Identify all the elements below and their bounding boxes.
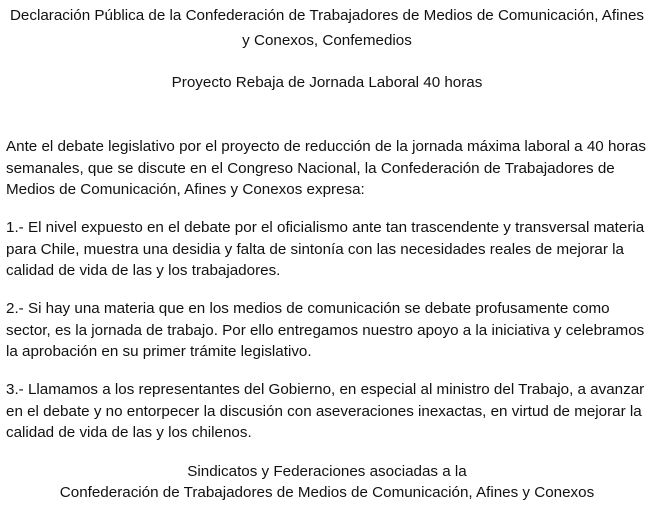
- signature-line-1: Sindicatos y Federaciones asociadas a la: [187, 463, 467, 480]
- paragraph-line: Ante el debate legislativo por el proyecto de reducción de la jornada máxima laboral a 40 horas: [6, 138, 646, 155]
- document-title-line-2: y Conexos, Confemedios: [242, 32, 412, 49]
- paragraph-line: Medios de Comunicación, Afines y Conexos expresa:: [6, 181, 365, 198]
- paragraph-line: 3.- Llamamos a los representantes del Gobierno, en especial al ministro del Trabajo, a avanzar: [6, 381, 645, 398]
- paragraph-line: en el debate y no entorpecer la discusión con aseveraciones inexactas, en virtud de mejorar la: [6, 403, 642, 420]
- paragraph-line: calidad de vida de las y los chilenos.: [6, 424, 252, 441]
- signature-line-2: Confederación de Trabajadores de Medios de Comunicación, Afines y Conexos: [59, 484, 595, 501]
- paragraph-line: para Chile, muestra una desidia y falta de sintonía con las necesidades reales de mejorar la: [6, 241, 624, 258]
- paragraph-line: sector, es la jornada de trabajo. Por ello entregamos nuestro apoyo a la iniciativa y celebramos: [6, 322, 645, 339]
- document-subtitle: Proyecto Rebaja de Jornada Laboral 40 horas: [171, 74, 483, 91]
- paragraph-line: calidad de vida de las y los trabajadores.: [6, 262, 281, 279]
- paragraph-line: la aprobación en su primer trámite legislativo.: [6, 343, 312, 360]
- paragraph-line: semanales, que se discute en el Congreso Nacional, la Confederación de Trabajadores de: [6, 160, 615, 177]
- paragraph-line: 2.- Si hay una materia que en los medios de comunicación se debate profusamente como: [6, 300, 610, 317]
- paragraph-line: 1.- El nivel expuesto en el debate por el oficialismo ante tan trascendente y transversal materia: [6, 219, 645, 236]
- document-title-line-1: Declaración Pública de la Confederación de Trabajadores de Medios de Comunicación, Afines: [9, 7, 645, 24]
